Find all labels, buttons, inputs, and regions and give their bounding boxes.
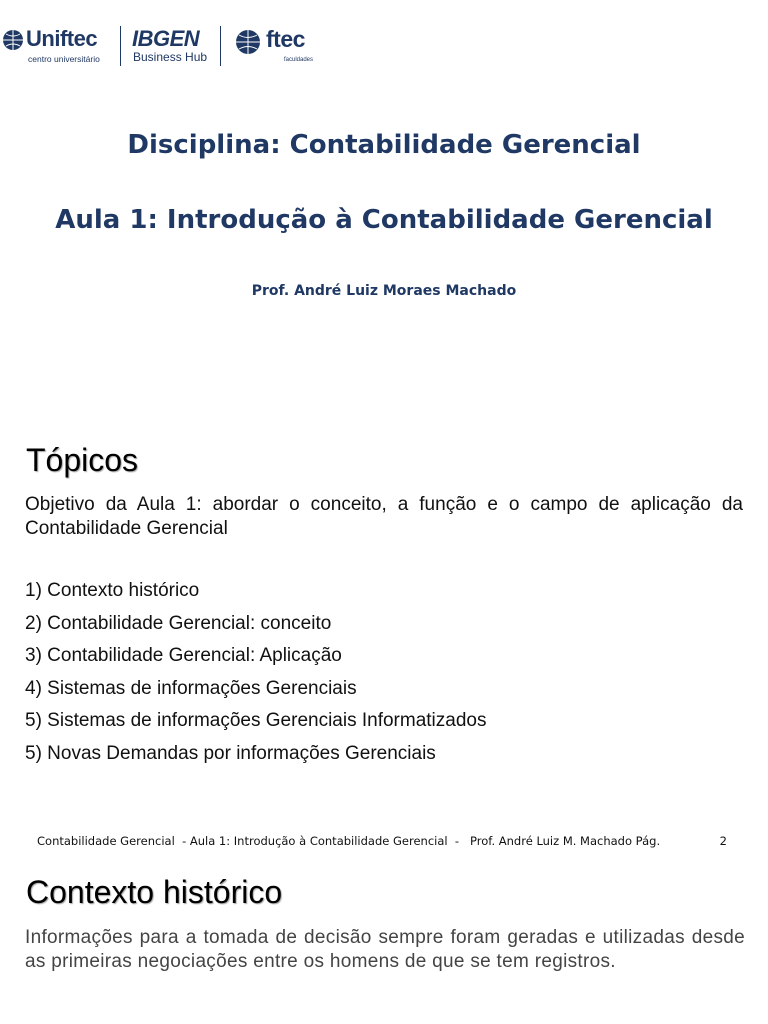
professor-name: Prof. André Luiz Moraes Machado — [251, 283, 517, 299]
ibgen-wordmark: IBGEN — [132, 26, 200, 51]
list-item: 5) Novas Demandas por informações Gerenciais — [25, 742, 436, 764]
logo-strip — [0, 20, 340, 72]
uniftec-wordmark: Uniftec — [26, 26, 98, 51]
lesson-title: Aula 1: Introdução à Contabilidade Gerencial — [55, 205, 713, 235]
ftec-logo — [234, 20, 324, 72]
uniftec-subtitle: centro universitário — [28, 54, 100, 64]
ftec-subtitle: faculdades — [284, 57, 314, 63]
uniftec-logo — [2, 20, 114, 72]
list-item: 4) Sistemas de informações Gerenciais — [25, 677, 357, 699]
globe-icon — [2, 29, 24, 51]
context-body: Informações para a tomada de decisão sempre foram geradas e utilizadas desde as primeiras negociações entre os homens de que se tem registros. — [25, 927, 745, 972]
list-item: 1) Contexto histórico — [25, 580, 200, 601]
logo-divider — [120, 26, 121, 66]
ibgen-subtitle: Business Hub — [133, 50, 208, 64]
topic-list — [25, 578, 486, 773]
discipline-title: Disciplina: Contabilidade Gerencial — [127, 130, 641, 160]
list-item: 5) Sistemas de informações Gerenciais Informatizados — [25, 710, 487, 731]
list-item: 2) Contabilidade Gerencial: conceito — [25, 612, 332, 634]
footer-text: Contabilidade Gerencial - Aula 1: Introdução à Contabilidade Gerencial - Prof. André Luiz M. Machado Pág. — [37, 834, 661, 848]
list-item: 3) Contabilidade Gerencial: Aplicação — [25, 645, 342, 666]
ftec-wordmark: ftec — [266, 26, 305, 52]
objective-text: Objetivo da Aula 1: abordar o conceito, a função e o campo de aplicação da Contabilidade Gerencial — [25, 494, 743, 539]
ibgen-logo — [132, 20, 212, 72]
slide-footer — [37, 834, 727, 848]
context-heading: Contexto histórico — [26, 874, 283, 910]
globe-icon — [234, 29, 262, 55]
topics-heading: Tópicos — [26, 442, 139, 478]
page-number: 2 — [719, 834, 727, 848]
logo-divider — [220, 26, 221, 66]
